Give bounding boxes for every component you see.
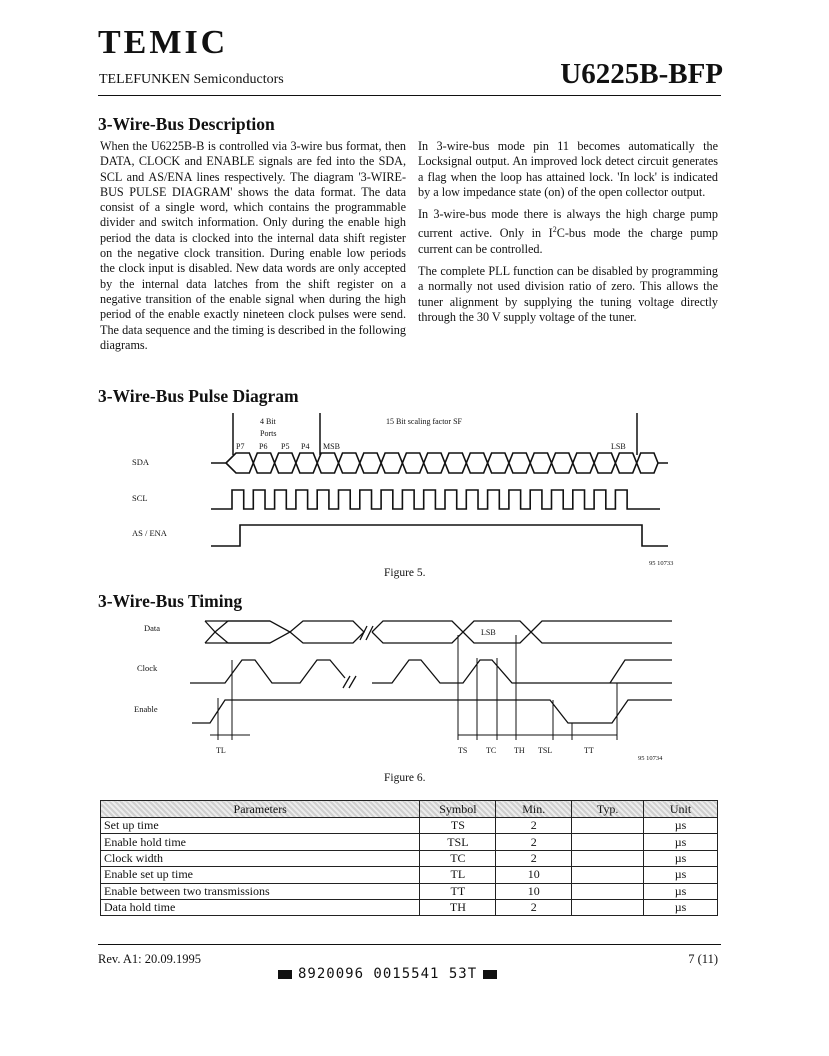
pulse-diagram-ref: 95 10733 <box>649 560 674 567</box>
cell-parameter: Set up time <box>101 818 420 834</box>
table-row <box>101 867 718 883</box>
signal-as-ena: AS / ENA <box>132 528 167 538</box>
label-lsb: LSB <box>611 442 626 451</box>
cell-min: 10 <box>496 867 572 883</box>
pulse-diagram-title: 3-Wire-Bus Pulse Diagram <box>98 386 299 406</box>
bit-label-p5: P5 <box>281 442 290 451</box>
cell-symbol: TC <box>420 850 496 866</box>
cell-symbol: TSL <box>420 834 496 850</box>
company-name: TELEFUNKEN Semiconductors <box>99 72 284 87</box>
figure6-caption: Figure 6. <box>384 772 426 784</box>
timing-lsb: LSB <box>481 628 496 637</box>
param-th: TH <box>514 746 525 755</box>
label-ports: Ports <box>260 429 277 438</box>
cell-symbol: TH <box>420 899 496 915</box>
p2-superscript: 2 <box>552 225 557 235</box>
table-row <box>101 834 718 850</box>
table-header-row <box>101 801 718 818</box>
cell-typ <box>572 834 644 850</box>
cell-typ <box>572 883 644 899</box>
timing-signal-clock: Clock <box>137 663 158 673</box>
description-right-p3: The complete PLL function can be disabled by programming a normally not used division ratio of zero. This allows the tuner alignment by supplying the tuning voltage directly through the 30 V supply voltage of the tuner. <box>418 264 718 325</box>
clock-waveform <box>190 660 672 688</box>
cell-parameter: Data hold time <box>101 899 420 915</box>
timing-signal-enable: Enable <box>134 704 158 714</box>
cell-typ <box>572 899 644 915</box>
data-waveform <box>205 621 672 643</box>
cell-unit: µs <box>644 899 718 915</box>
description-left-column <box>100 139 406 360</box>
company-logo: TEMIC <box>98 24 229 61</box>
enable-waveform <box>211 525 668 546</box>
table-row <box>101 818 718 834</box>
table-row <box>101 899 718 915</box>
footer-rule <box>98 944 721 945</box>
timing-reference-lines <box>210 635 617 740</box>
header-symbol: Symbol <box>420 801 496 818</box>
p2-part-b: C-bus mode the charge pump current can be controlled. <box>418 226 718 256</box>
pulse-diagram <box>0 405 829 575</box>
barcode-block-right <box>483 970 497 979</box>
table-row <box>101 850 718 866</box>
param-ts: TS <box>458 746 468 755</box>
cell-unit: µs <box>644 867 718 883</box>
header-min: Min. <box>496 801 572 818</box>
timing-parameters-table <box>100 800 718 916</box>
bit-label-p4: P4 <box>301 442 310 451</box>
sda-waveform <box>211 453 668 473</box>
page-number: 7 (11) <box>688 952 718 966</box>
enable-waveform-timing <box>192 700 672 723</box>
cell-symbol: TL <box>420 867 496 883</box>
description-right-p1: In 3-wire-bus mode pin 11 becomes automatically the Locksignal output. An improved lock detect circuit generates a flag when the loop has attained lock. 'In lock' is indicated by a low impedance state (on) of the open collector output. <box>418 139 718 199</box>
description-title: 3-Wire-Bus Description <box>98 114 275 134</box>
header-rule <box>98 95 721 96</box>
cell-min: 2 <box>496 899 572 915</box>
timing-ref: 95 10734 <box>638 755 663 762</box>
cell-symbol: TT <box>420 883 496 899</box>
label-4bit: 4 Bit <box>260 417 276 426</box>
cell-typ <box>572 867 644 883</box>
cell-min: 2 <box>496 818 572 834</box>
cell-min: 10 <box>496 883 572 899</box>
scl-waveform <box>211 490 660 509</box>
timing-signal-data: Data <box>144 623 161 633</box>
cell-parameter: Enable set up time <box>101 867 420 883</box>
signal-scl: SCL <box>132 493 148 503</box>
header-parameters: Parameters <box>101 801 420 818</box>
description-left-paragraph: When the U6225B-B is controlled via 3-wire bus format, then DATA, CLOCK and ENABLE signals are fed into the SDA, SCL and AS/ENA lines respectively. The diagram '3-WIRE-BUS PULSE DIAGRAM' shows the data format. The data consist of a single word, which contains the programmable divider and switch information. Only during the enable high period the data is clocked into the internal data shift register on the negative clock transition. During enable low periods the clock input is disabled. New data words are only accepted by the internal data latches from the shift register on a negative transition of the enable signal when during the high period of the enable exactly nineteen clock pulses were send. The data sequence and the timing is described in the following diagrams. <box>100 139 406 352</box>
bit-label-p7: P7 <box>236 442 245 451</box>
cell-unit: µs <box>644 850 718 866</box>
table-row <box>101 883 718 899</box>
bit-label-p6: P6 <box>259 442 268 451</box>
part-number: U6225B-BFP <box>560 58 723 90</box>
cell-unit: µs <box>644 834 718 850</box>
cell-unit: µs <box>644 818 718 834</box>
cell-parameter: Enable hold time <box>101 834 420 850</box>
figure5-caption: Figure 5. <box>384 567 426 579</box>
barcode-text: 8920096 0015541 53T <box>298 966 478 982</box>
timing-title: 3-Wire-Bus Timing <box>98 591 243 611</box>
description-right-p2 <box>418 207 718 257</box>
param-tt: TT <box>584 746 594 755</box>
cell-unit: µs <box>644 883 718 899</box>
cell-typ <box>572 818 644 834</box>
label-tl: TL <box>216 746 226 755</box>
timing-diagram <box>0 610 829 770</box>
cell-parameter: Clock width <box>101 850 420 866</box>
param-tsl: TSL <box>538 746 553 755</box>
cell-typ <box>572 850 644 866</box>
label-scaling: 15 Bit scaling factor SF <box>386 417 462 426</box>
label-msb: MSB <box>323 442 340 451</box>
cell-symbol: TS <box>420 818 496 834</box>
header-unit: Unit <box>644 801 718 818</box>
barcode-block-left <box>278 970 292 979</box>
description-right-column <box>418 139 718 332</box>
barcode-line <box>272 966 503 982</box>
cell-min: 2 <box>496 834 572 850</box>
signal-sda: SDA <box>132 457 150 467</box>
cell-parameter: Enable between two transmissions <box>101 883 420 899</box>
revision-label: Rev. A1: 20.09.1995 <box>98 952 202 966</box>
cell-min: 2 <box>496 850 572 866</box>
header-typ: Typ. <box>572 801 644 818</box>
param-tc: TC <box>486 746 497 755</box>
p2-part-a: In 3-wire-bus mode there is always the high charge pump current active. Only in I <box>418 207 718 241</box>
